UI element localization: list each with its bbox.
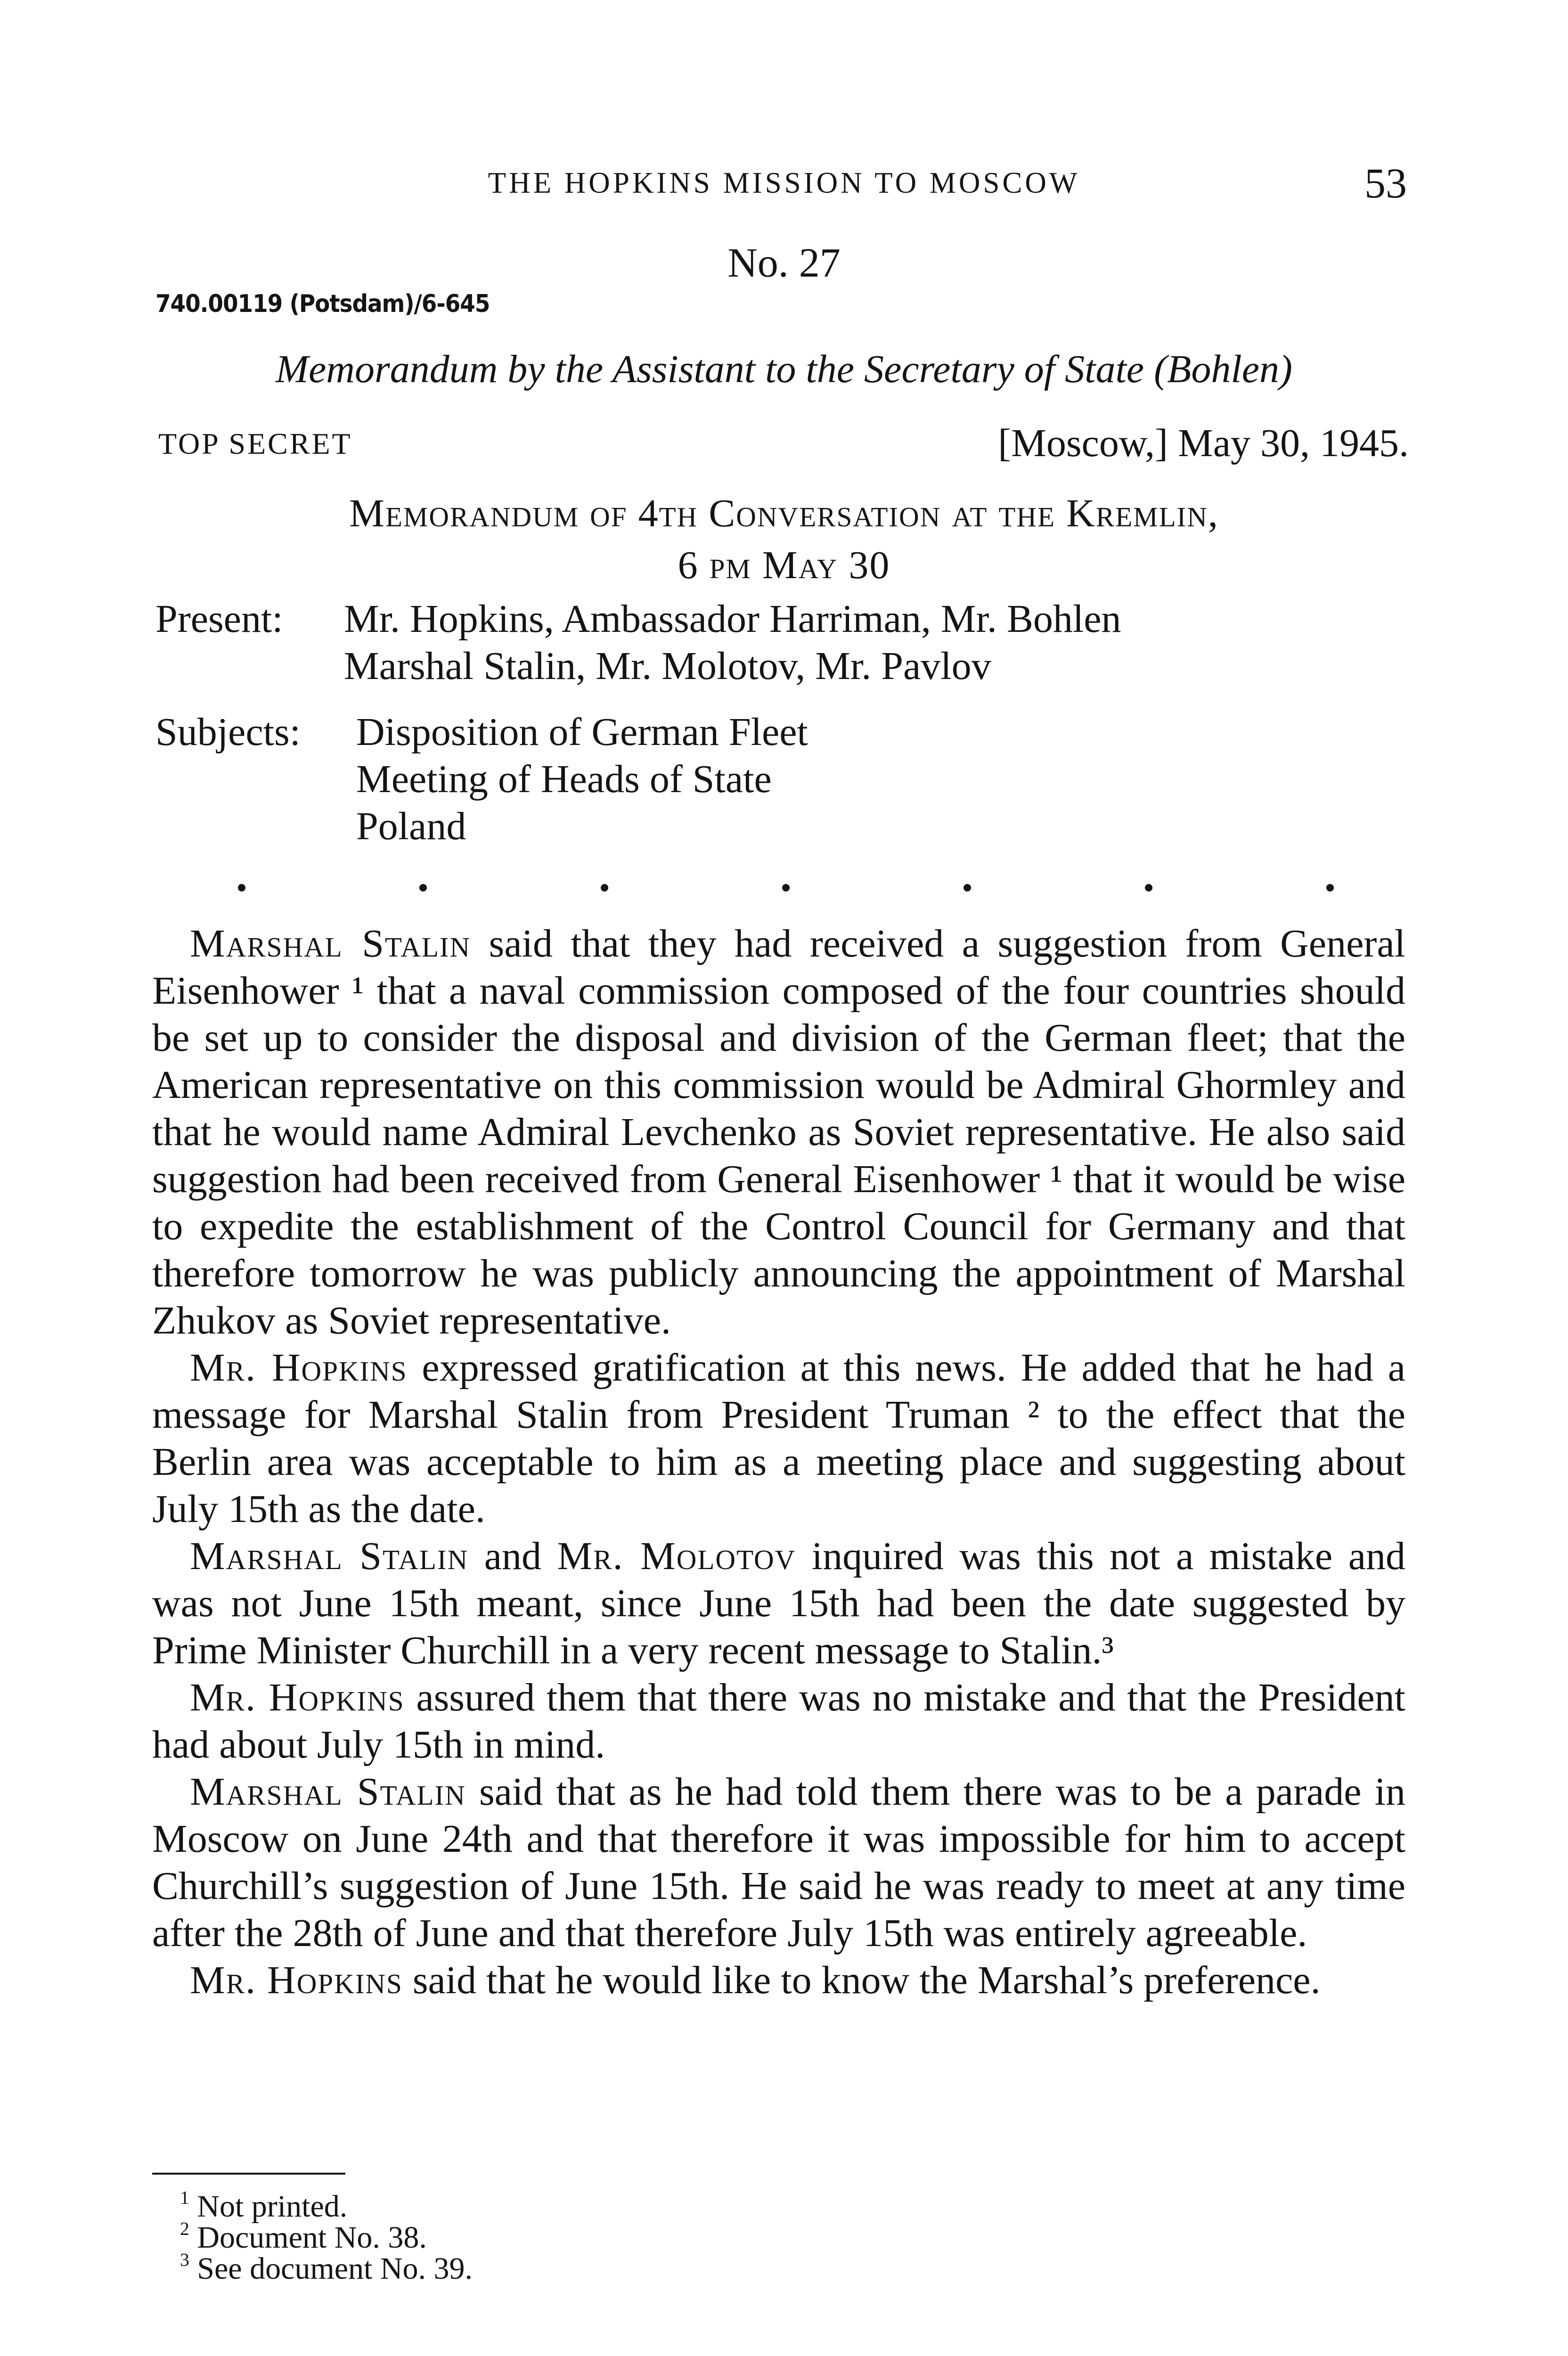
classification-label: TOP SECRET	[158, 427, 352, 460]
memo-title: Memorandum by the Assistant to the Secretary of State (Bohlen)	[276, 347, 1292, 391]
memo-heading-line-1: Memorandum of 4th Conversation at the Kremlin,	[349, 491, 1219, 535]
paragraph-text: inquired was this not a mistake and was not June 15th meant, since June 15th had been the date suggested by Prime Minister Churchill in a very recent message to Stalin.³	[152, 1534, 1405, 1672]
paragraph-text: said that they had received a suggestion from General Eisenhower ¹ that a naval commission composed of the four countries should be set up to consider the disposal and division of the German fleet; that the American representative on this commission would be Admiral Ghormley and that he would name Admiral Levchenko as Soviet representative. He also said suggestion had been received from General Eisenhower ¹ that it would be wise to expedite the establishment of the Control Council for Germany and that therefore tomorrow he was publicly announcing the appointment of Marshal Zhukov as Soviet representative.	[152, 922, 1405, 1342]
memo-body	[152, 920, 1405, 2004]
running-head: THE HOPKINS MISSION TO MOSCOW	[488, 166, 1080, 199]
ellipsis-dot	[238, 884, 245, 892]
paragraph-text: said that he would like to know the Marshal’s preference.	[402, 1958, 1321, 2002]
subject-line-3: Poland	[356, 804, 466, 848]
omission-ellipsis	[0, 867, 1568, 905]
memo-heading-line-2: 6 pm May 30	[678, 543, 890, 587]
present-line-1: Mr. Hopkins, Ambassador Harriman, Mr. Bohlen	[344, 597, 1121, 641]
subject-line-2: Meeting of Heads of State	[356, 757, 772, 801]
speaker: Marshal Stalin	[190, 922, 471, 965]
memo-heading	[0, 488, 1568, 591]
speaker: Marshal Stalin	[190, 1770, 466, 1814]
paragraph-text: said that as he had told them there was to be a parade in Moscow on June 24th and that therefore it was impossible for him to accept Churchill’s suggestion of June 15th. He said he was ready to meet at any time after the 28th of June and that therefore July 15th was entirely agreeable.	[152, 1770, 1405, 1955]
ellipsis-dot	[601, 884, 608, 892]
present-label: Present:	[155, 597, 283, 641]
ellipsis-dot	[419, 884, 427, 892]
footnote	[180, 2187, 473, 2224]
page-number: 53	[1364, 160, 1407, 207]
subject-line-1: Disposition of German Fleet	[356, 710, 808, 754]
memo-date: [Moscow,] May 30, 1945.	[998, 421, 1409, 465]
footnote-text: Document No. 38.	[189, 2220, 427, 2255]
footnotes	[180, 2187, 473, 2286]
speaker: Mr. Hopkins	[190, 1676, 405, 1719]
paragraph-text: assured them that there was no mistake and that the President had about July 15th in mind.	[152, 1676, 1405, 1767]
body-paragraph	[152, 1674, 1405, 1768]
ellipsis-dot	[964, 884, 971, 892]
body-paragraph	[152, 1768, 1405, 1957]
subjects-label: Subjects:	[155, 710, 301, 754]
footnote-divider	[152, 2173, 345, 2175]
ellipsis-dot	[782, 884, 790, 892]
paragraph-connector: and	[468, 1534, 557, 1578]
speaker: Mr. Hopkins	[190, 1346, 408, 1390]
present-line-2: Marshal Stalin, Mr. Molotov, Mr. Pavlov	[344, 644, 991, 688]
footnote-text: See document No. 39.	[189, 2251, 473, 2286]
ellipsis-dot	[1326, 884, 1334, 892]
body-paragraph	[152, 1344, 1405, 1533]
speaker: Mr. Molotov	[557, 1534, 796, 1578]
footnote	[180, 2249, 473, 2286]
footnote-mark: 3	[180, 2249, 189, 2270]
footnote-mark: 1	[180, 2187, 189, 2208]
speaker: Marshal Stalin	[190, 1534, 469, 1578]
footnote-text: Not printed.	[189, 2189, 348, 2224]
file-reference: 740.00119 (Potsdam)/6-645	[155, 290, 490, 318]
ellipsis-dot	[1145, 884, 1152, 892]
body-paragraph	[152, 1957, 1405, 2004]
body-paragraph	[152, 1533, 1405, 1674]
paragraph-text: expressed gratification at this news. He added that he had a message for Marshal Stalin from President Truman ² to the effect that the Berlin area was acceptable to him as a meeting place and suggesting about July 15th as the date.	[152, 1346, 1405, 1531]
document-number: No. 27	[727, 240, 841, 286]
body-paragraph	[152, 920, 1405, 1344]
footnote	[180, 2218, 473, 2255]
speaker: Mr. Hopkins	[190, 1958, 403, 2002]
footnote-mark: 2	[180, 2218, 189, 2239]
